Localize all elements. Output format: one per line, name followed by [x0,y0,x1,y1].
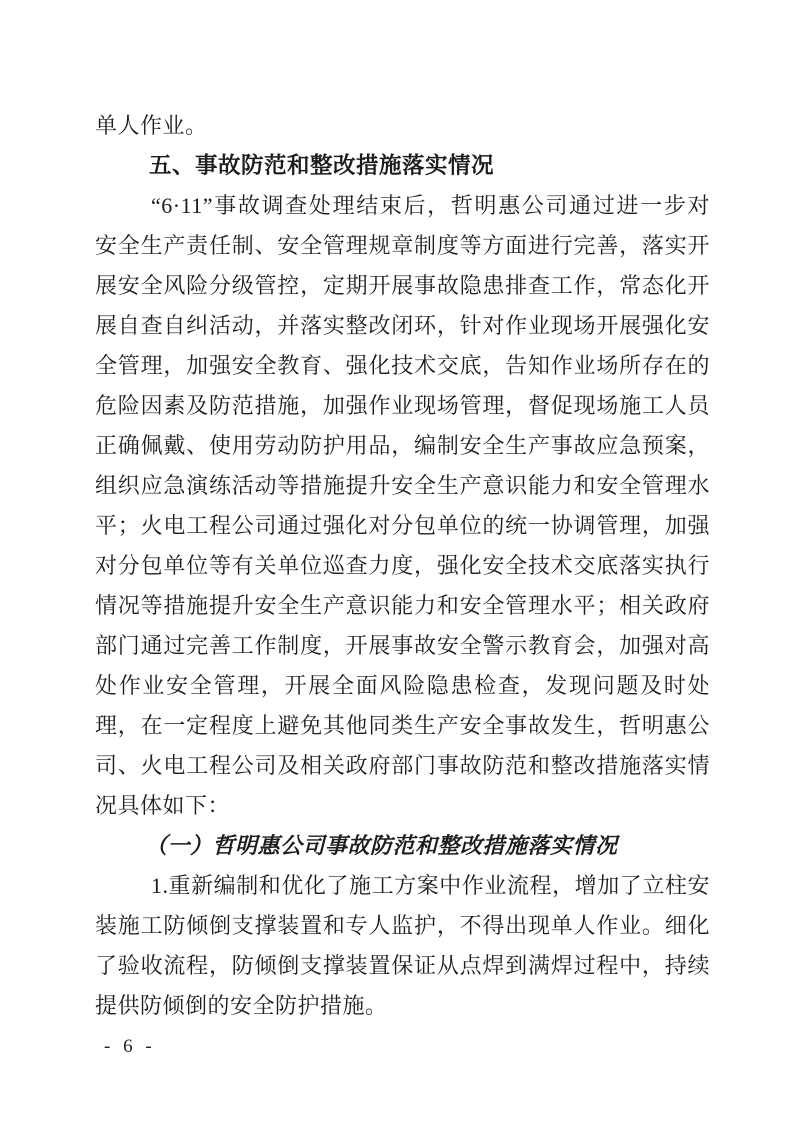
text-line: 对分包单位等有关单位巡查力度，强化安全技术交底落实执行 [95,553,710,578]
text-line: 全管理，加强安全教育、强化技术交底，告知作业场所存在的 [95,353,710,378]
section-heading: 五、事故防范和整改措施落实情况 [149,153,495,178]
text-line: 提供防倾倒的安全防护措施。 [95,993,388,1018]
page-number: - 6 - [104,1036,156,1057]
text-line: “6·11”事故调查处理结束后，哲明惠公司通过进一步对 [151,193,710,218]
paragraph-measure-1 [95,866,710,1026]
text-line: 况具体如下： [95,793,231,818]
text-line: 展自查自纠活动，并落实整改闭环，针对作业现场开展强化安 [95,313,710,338]
text-line: 司、火电工程公司及相关政府部门事故防范和整改措施落实情 [95,753,710,778]
text-line: 装施工防倾倒支撑装置和专人监护，不得出现单人作业。细化 [95,913,710,938]
document-body [95,106,710,1026]
text-line: 展安全风险分级管控，定期开展事故隐患排查工作，常态化开 [95,273,710,298]
text-line: 组织应急演练活动等措施提升安全生产意识能力和安全管理水 [95,473,710,498]
text-line: 危险因素及防范措施，加强作业现场管理，督促现场施工人员 [95,393,710,418]
text-line: 平；火电工程公司通过强化对分包单位的统一协调管理，加强 [95,513,710,538]
text-line: 正确佩戴、使用劳动防护用品，编制安全生产事故应急预案， [95,433,710,458]
text-line: 了验收流程，防倾倒支撑装置保证从点焊到满焊过程中，持续 [95,953,710,978]
text-line: 1.重新编制和优化了施工方案中作业流程，增加了立柱安 [151,873,710,898]
text-line: 理，在一定程度上避免其他同类生产安全事故发生，哲明惠公 [95,713,710,738]
text-line: 安全生产责任制、安全管理规章制度等方面进行完善，落实开 [95,233,710,258]
paragraph-overview [95,186,710,826]
carryover-paragraph-line: 单人作业。 [95,113,208,138]
text-line: 情况等措施提升安全生产意识能力和安全管理水平；相关政府 [95,593,710,618]
text-line: 处作业安全管理，开展全面风险隐患检查，发现问题及时处 [95,673,710,698]
subsection-heading: （一）哲明惠公司事故防范和整改措施落实情况 [145,833,618,858]
text-line: 部门通过完善工作制度，开展事故安全警示教育会，加强对高 [95,633,710,658]
